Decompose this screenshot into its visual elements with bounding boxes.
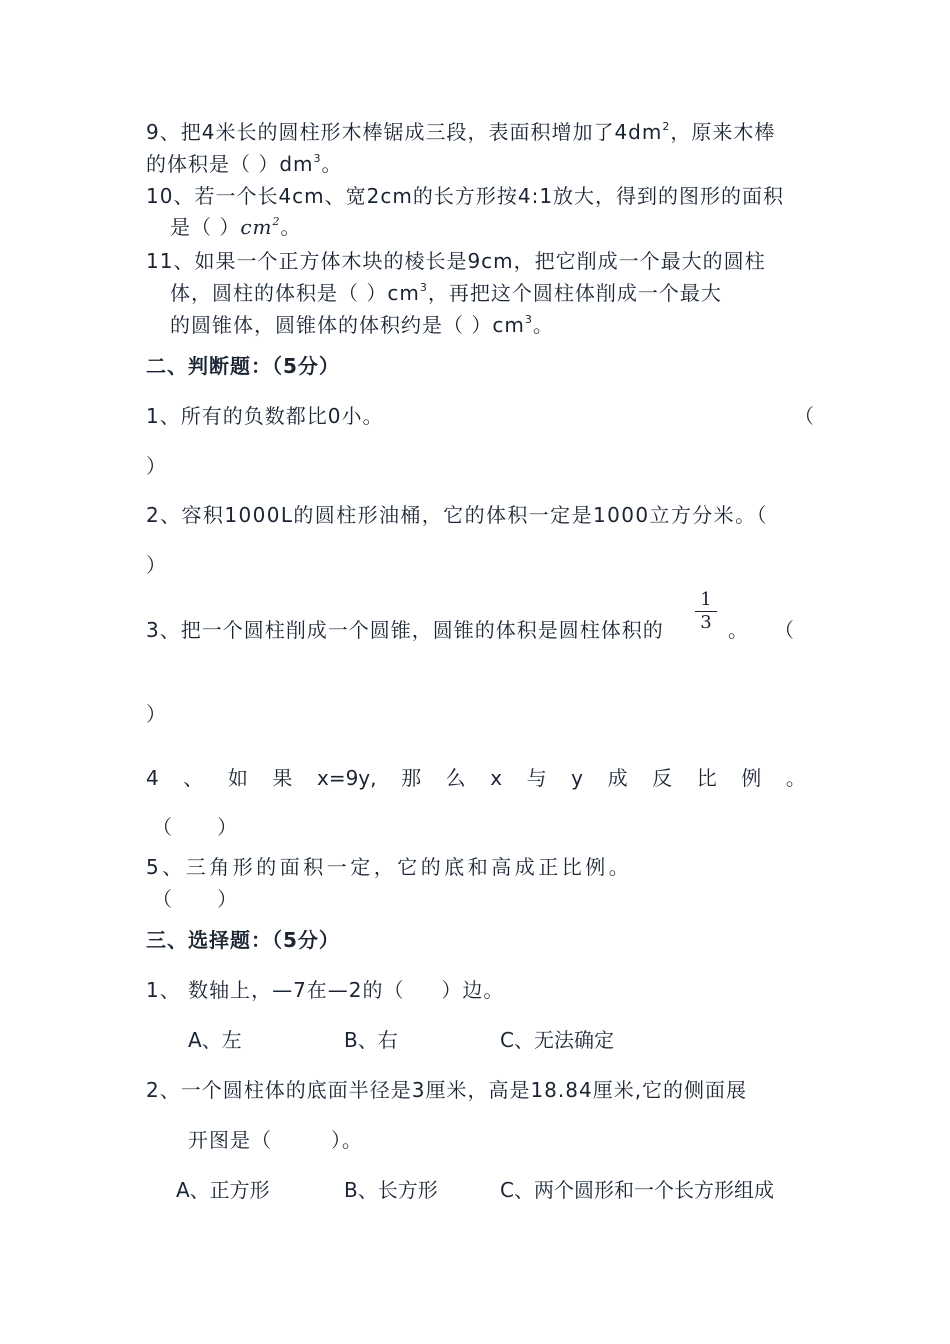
q9-text-c: 的体积是（ ）dm bbox=[146, 152, 314, 176]
judge-item-4-word: 那 bbox=[401, 766, 422, 790]
judge-item-1: 1、所有的负数都比0小。 bbox=[146, 404, 384, 428]
q10-text-b: 。 bbox=[280, 215, 302, 239]
judge-item-4-word: 反 bbox=[652, 766, 673, 790]
q9-text-b: ，原来木棒 bbox=[670, 120, 776, 144]
judge-item-1-open-paren: （ bbox=[794, 404, 814, 428]
q11-text-d: 。 bbox=[532, 313, 554, 337]
judge-item-3-period: 。 bbox=[728, 618, 748, 642]
q11-line1: 11、如果一个正方体木块的棱长是9cm，把它削成一个最大的圆柱 bbox=[146, 249, 766, 273]
judge-item-4-word: 果 bbox=[272, 766, 293, 790]
choice-q1: 1、 数轴上，—7在—2的（ ）边。 bbox=[146, 978, 505, 1002]
choice-q2-option-a[interactable]: A、正方形 bbox=[176, 1178, 270, 1202]
choice-q1-option-c[interactable]: C、无法确定 bbox=[500, 1028, 614, 1052]
q10-line1: 10、若一个长4cm、宽2cm的长方形按4:1放大，得到的图形的面积 bbox=[146, 184, 785, 208]
q9-text-d: 。 bbox=[321, 152, 343, 176]
section2-heading: 二、判断题：（5分） bbox=[146, 354, 340, 378]
judge-item-3: 3、把一个圆柱削成一个圆锥，圆锥的体积是圆柱体积的 bbox=[146, 618, 664, 642]
judge-item-4-word: y bbox=[571, 766, 583, 790]
q11-text-c: 的圆锥体，圆锥体的体积约是（ ）cm bbox=[170, 313, 525, 337]
q11-text-a: 体，圆柱的体积是（ ）cm bbox=[170, 281, 420, 305]
choice-q2-option-b[interactable]: B、长方形 bbox=[344, 1178, 438, 1202]
q9-line1 bbox=[146, 118, 775, 146]
q10-unit: cm bbox=[240, 215, 273, 239]
fraction-denominator: 3 bbox=[700, 612, 712, 633]
q9-superscript: 2 bbox=[662, 120, 671, 133]
judge-item-3-open-paren: （ bbox=[774, 618, 794, 642]
q10-text-a: 是（ ） bbox=[170, 215, 241, 239]
q9-superscript-2: 3 bbox=[313, 152, 322, 165]
judge-item-2-close-paren: ） bbox=[146, 553, 167, 577]
q9-text-a: 9、把4米长的圆柱形木棒锯成三段，表面积增加了4dm bbox=[146, 120, 663, 144]
judge-item-5: 5、三角形的面积一定，它的底和高成正比例。 bbox=[146, 855, 633, 879]
judge-item-4-word: 比 bbox=[696, 766, 717, 790]
judge-item-4-paren: （ ） bbox=[152, 815, 239, 839]
q11-superscript: 3 bbox=[419, 281, 428, 294]
choice-q2-line1: 2、一个圆柱体的底面半径是3厘米，高是18.84厘米,它的侧面展 bbox=[146, 1078, 748, 1102]
q11-line3 bbox=[170, 311, 554, 339]
judge-item-4-word: 。 bbox=[785, 766, 806, 790]
fraction-numerator: 1 bbox=[700, 589, 712, 610]
q10-line2 bbox=[170, 213, 302, 241]
q10-superscript: 2 bbox=[272, 215, 281, 228]
judge-item-4-word: 例 bbox=[741, 766, 762, 790]
q11-line2 bbox=[170, 279, 722, 307]
judge-item-4-word: 、 bbox=[183, 766, 204, 790]
judge-item-4-word: x=9y, bbox=[316, 766, 377, 790]
section3-heading: 三、选择题：（5分） bbox=[146, 928, 340, 952]
choice-q2-line2: 开图是（ ）。 bbox=[188, 1128, 363, 1152]
fraction-one-third bbox=[695, 590, 717, 633]
q9-line2 bbox=[146, 150, 343, 178]
choice-q2-option-c[interactable]: C、两个圆形和一个长方形组成 bbox=[500, 1178, 774, 1202]
judge-item-4-word: 么 bbox=[445, 766, 466, 790]
judge-item-4-word: 如 bbox=[227, 766, 248, 790]
q11-text-b: ，再把这个圆柱体削成一个最大 bbox=[427, 281, 722, 305]
judge-item-4-word: x bbox=[490, 766, 503, 790]
judge-item-4 bbox=[146, 764, 806, 792]
judge-item-2: 2、容积1000L的圆柱形油桶，它的体积一定是1000立方分米。（ bbox=[146, 503, 768, 527]
judge-item-4-word: 4 bbox=[146, 766, 159, 790]
judge-item-5-paren: （ ） bbox=[152, 887, 239, 911]
q11-superscript-2: 3 bbox=[524, 313, 533, 326]
choice-q1-option-b[interactable]: B、右 bbox=[344, 1028, 398, 1052]
judge-item-3-close-paren: ） bbox=[146, 702, 167, 726]
judge-item-4-word: 与 bbox=[526, 766, 547, 790]
judge-item-1-close-paren: ） bbox=[146, 454, 167, 478]
judge-item-4-word: 成 bbox=[607, 766, 628, 790]
choice-q1-option-a[interactable]: A、左 bbox=[188, 1028, 242, 1052]
